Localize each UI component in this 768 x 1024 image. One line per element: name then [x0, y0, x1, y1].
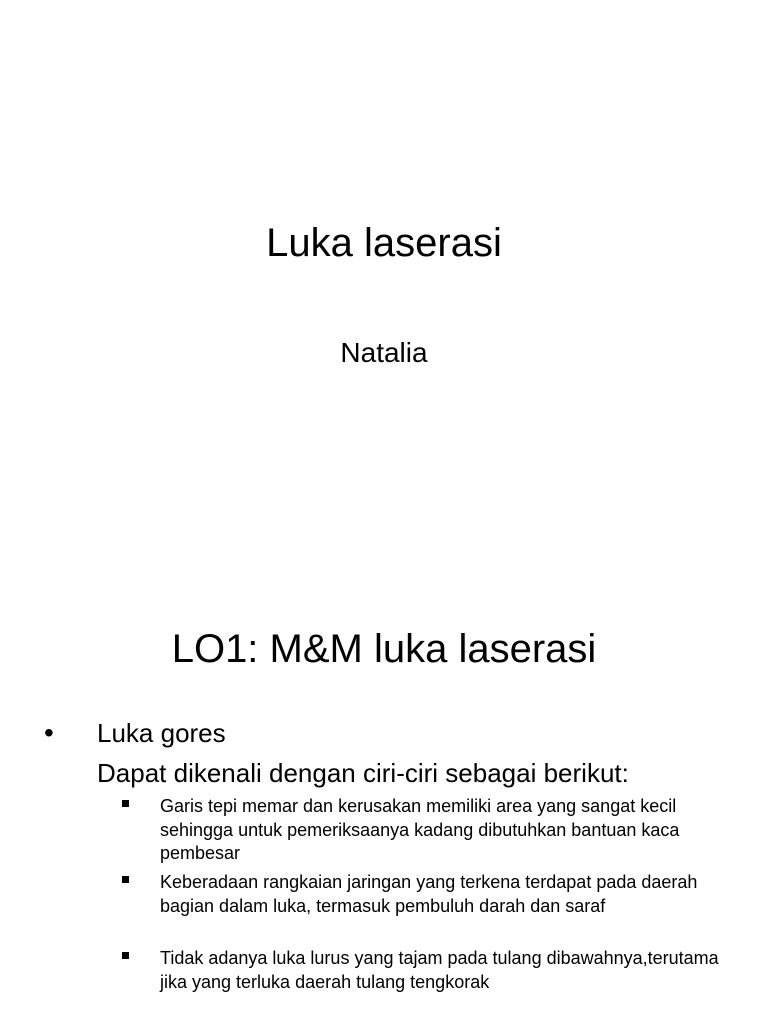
sub-list-item-text: Garis tepi memar dan kerusakan memiliki area yang sangat kecil sehingga untuk pemeriksaanya kadang dibutuhkan bantuan kaca pembesar: [160, 796, 680, 863]
square-bullet-icon: [122, 800, 129, 807]
bullet-icon: •: [44, 717, 54, 748]
list-item-intro: Dapat dikenali dengan ciri-ciri sebagai berikut:: [97, 758, 629, 788]
sub-list-item-text: Tidak adanya luka lurus yang tajam pada tulang dibawahnya,terutama jika yang terluka daerah tulang tengkorak: [160, 948, 719, 992]
slide-subtitle: Natalia: [340, 337, 428, 368]
slide-title: LO1: M&M luka laserasi: [171, 627, 597, 671]
square-bullet-icon: [122, 952, 129, 959]
sub-list-item: [122, 871, 742, 918]
square-bullet-icon: [122, 876, 129, 883]
slide-2: [0, 576, 768, 1024]
sub-list-item: [122, 947, 742, 994]
slide-title: Luka laserasi: [266, 221, 502, 265]
sub-list-item-text: Keberadaan rangkaian jaringan yang terkena terdapat pada daerah bagian dalam luka, termasuk pembuluh darah dan saraf: [160, 872, 698, 916]
sub-list-item: [122, 795, 742, 866]
list-item-heading: Luka gores: [97, 718, 226, 748]
